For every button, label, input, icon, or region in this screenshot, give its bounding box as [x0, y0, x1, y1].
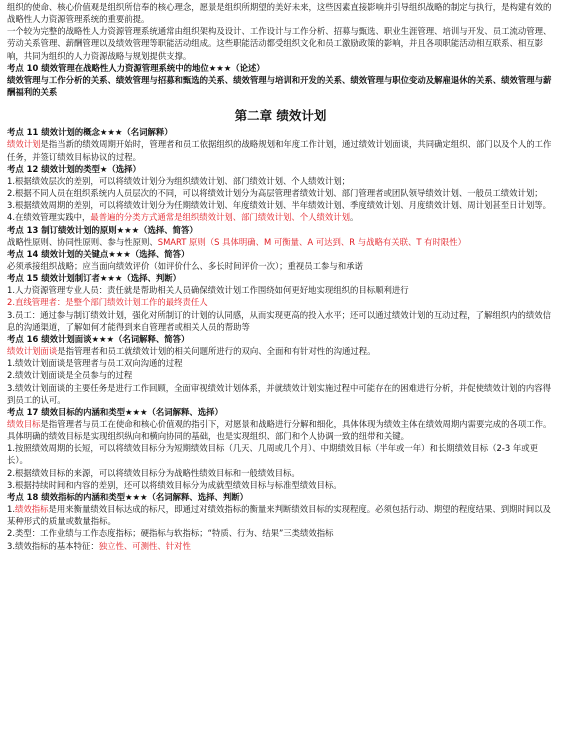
highlight-text: 最普遍的分类方式通常是组织绩效计划、部门绩效计划、个人绩效计划 [90, 212, 350, 223]
chapter-section [7, 126, 554, 551]
section-heading [7, 491, 554, 503]
paragraph [7, 25, 554, 61]
text-run: 是用来衡量绩效目标达成的标尺，即通过对绩效指标的衡量来判断绩效目标的实现程度。必须包括行动、期望的程度结果、到期时间以及某种形式的质量或数量指标。 [7, 504, 551, 527]
section-heading [7, 224, 554, 236]
section-heading [7, 126, 554, 138]
text-run: 一个较为完整的战略性人力资源管理系统通常由组织架构及设计、工作设计与工作分析、招募与甄选、职业生涯管理、培训与开发、员工流动管理、劳动关系管理、薪酬管理以及绩效管理等职能活动组成。这些职能活动都受组织文化和员工激励政策的影响，并且各项职能活动相互联系、相互影响，共同为组织的人力资源战略与规划提供支撑。 [7, 26, 552, 61]
text-run: 考点 14 绩效计划的关键点★★★（选择、简答） [7, 248, 190, 259]
highlight-text: 绩效目标 [7, 419, 41, 429]
paragraph [7, 369, 554, 381]
paragraph [7, 1, 554, 25]
paragraph [7, 236, 554, 248]
text-run: 3.根据持续时间和内容的差别，还可以将绩效目标分为成就型绩效目标与标准型绩效目标。 [7, 479, 342, 490]
text-run: 3.绩效指标的基本特征： [7, 540, 99, 551]
text-run: 考点 12 绩效计划的类型★（选择） [7, 163, 141, 174]
paragraph [7, 540, 554, 552]
paragraph [7, 479, 554, 491]
paragraph [7, 260, 554, 272]
section-heading [7, 74, 554, 98]
highlight-text: 绩效指标 [15, 504, 49, 515]
text-run: 必须承接组织战略；应当面向绩效评价（如评价什么、多长时间评价一次）；重视员工参与和承诺 [7, 260, 363, 271]
section-heading [7, 62, 554, 74]
highlight-text: 独立性、可测性、针对性 [98, 540, 191, 551]
section-heading [7, 333, 554, 345]
text-run: 1.绩效计划面谈是管理者与员工双向沟通的过程 [7, 358, 183, 369]
chapter-title: 第二章 绩效计划 [234, 108, 327, 124]
paragraph [7, 211, 554, 223]
text-run: 2.根据不同人员在组织系统内人员层次的不同，可以将绩效计划分为高层管理者绩效计划、部门管理者或团队领导绩效计划、一般员工绩效计划； [7, 188, 543, 199]
text-run: 2.绩效计划面谈是全员参与的过程 [7, 370, 133, 381]
highlight-text: 绩效计划 [7, 139, 41, 150]
text-run: 1.人力资源管理专业人员：责任就是帮助相关人员确保绩效计划工作围绕如何更好地实现组织的目标顺利进行 [7, 285, 409, 296]
text-run: 4.在绩效管理实践中， [7, 212, 91, 223]
text-run: 1. [7, 504, 15, 515]
text-run: 是指管理者与员工在使命和核心价值观的指引下，对愿景和战略进行分解和细化，具体体现为绩效主体在绩效周期内需要完成的各项工作。具体明确的绩效目标是实现组织纵向和横向协同的基础，也是实现组织、部门和个人协调一致的纽带和关键。 [7, 419, 552, 442]
text-run: 考点 13 制订绩效计划的原则★★★（选择、简答） [7, 224, 198, 235]
paragraph [7, 418, 554, 442]
text-run: 考点 15 绩效计划制订者★★★（选择、判断） [7, 273, 182, 284]
highlight-text: 2.直线管理者：是整个部门绩效计划工作的最终责任人 [7, 297, 208, 308]
paragraph [7, 187, 554, 199]
section-heading [7, 406, 554, 418]
text-run: 考点 17 绩效目标的内涵和类型★★★（名词解释、选择） [7, 406, 223, 417]
text-run: 绩效管理与工作分析的关系、绩效管理与招募和甄选的关系、绩效管理与培训和开发的关系、绩效管理与职位变动及解雇退休的关系、绩效管理与薪酬福利的关系 [7, 74, 552, 98]
text-run: 3.根据绩效周期的差别，可以将绩效计划分为任期绩效计划、年度绩效计划、半年绩效计划、季度绩效计划、月度绩效计划、周计划甚至日计划等。 [7, 200, 551, 211]
paragraph [7, 199, 554, 211]
paragraph [7, 284, 554, 296]
text-run: 3.绩效计划面谈的主要任务是进行工作回顾，全面审视绩效计划体系，并就绩效计划实施过程中可能存在的困难进行分析，并促使绩效计划的内容得到员工的认可。 [7, 382, 551, 405]
text-run: 是指管理者和员工就绩效计划的相关问题所进行的双向、全面和有针对性的沟通过程。 [57, 346, 376, 357]
paragraph [7, 527, 554, 539]
text-run: 组织的使命、核心价值观是组织所信奉的核心理念，愿景是组织所期望的美好未来，这些因素直接影响并引导组织战略的制定与执行，是构建有效的战略性人力资源管理系统的重要前提。 [7, 2, 552, 25]
paragraph [7, 345, 554, 357]
text-run: 考点 10 绩效管理在战略性人力资源管理系统中的地位★★★（论述） [7, 62, 265, 73]
paragraph [7, 296, 554, 308]
highlight-text: 绩效计划面谈 [7, 346, 58, 357]
text-run: 1.根据绩效层次的差别，可以将绩效计划分为组织绩效计划、部门绩效计划、个人绩效计划； [7, 175, 350, 186]
paragraph [7, 382, 554, 406]
paragraph [7, 309, 554, 333]
text-run: 战略性原则、协同性原则、参与性原则、 [7, 236, 158, 247]
text-run: 3.员工：通过参与制订绩效计划，强化对所制订的计划的认同感，从而实现更高的投入水平；还可以通过绩效计划的互动过程，了解组织内的绩效信息的沟通渠道，了解如何才能得到来自管理者或相关人员的帮助等 [7, 309, 551, 332]
text-run: 考点 11 绩效计划的概念★★★（名词解释） [7, 127, 173, 138]
text-run: 。 [350, 212, 359, 223]
section-heading [7, 272, 554, 284]
section-heading [7, 163, 554, 175]
paragraph [7, 175, 554, 187]
paragraph [7, 442, 554, 466]
text-run: 2.根据绩效目标的来源，可以将绩效目标分为战略性绩效目标和一般绩效目标。 [7, 467, 300, 478]
paragraph [7, 357, 554, 369]
text-run: 2.类型：工作业绩与工作态度指标；硬指标与软指标；“特质、行为、结果”三类绩效指标 [7, 528, 334, 539]
text-run: 考点 18 绩效指标的内涵和类型★★★（名词解释、选择、判断） [7, 491, 249, 502]
intro-section [7, 1, 554, 98]
highlight-text: SMART 原则（S 具体明确、M 可衡量、A 可达到、R 与战略有关联、T 有时限性） [157, 236, 467, 247]
paragraph [7, 138, 554, 162]
paragraph [7, 467, 554, 479]
section-heading [7, 248, 554, 260]
text-run: 是指当新的绩效周期开始时，管理者和员工依据组织的战略规划和年度工作计划，通过绩效计划面谈，共同确定组织、部门以及个人的工作任务，并签订绩效目标协议的过程。 [7, 139, 552, 162]
text-run: 考点 16 绩效计划面谈★★★（名词解释、简答） [7, 333, 190, 344]
text-run: 1.按照绩效周期的长短，可以将绩效目标分为短期绩效目标（几天、几周或几个月）、中期绩效目标（半年或一年）和长期绩效目标（2-3 年或更长）。 [7, 443, 539, 466]
paragraph [7, 503, 554, 527]
